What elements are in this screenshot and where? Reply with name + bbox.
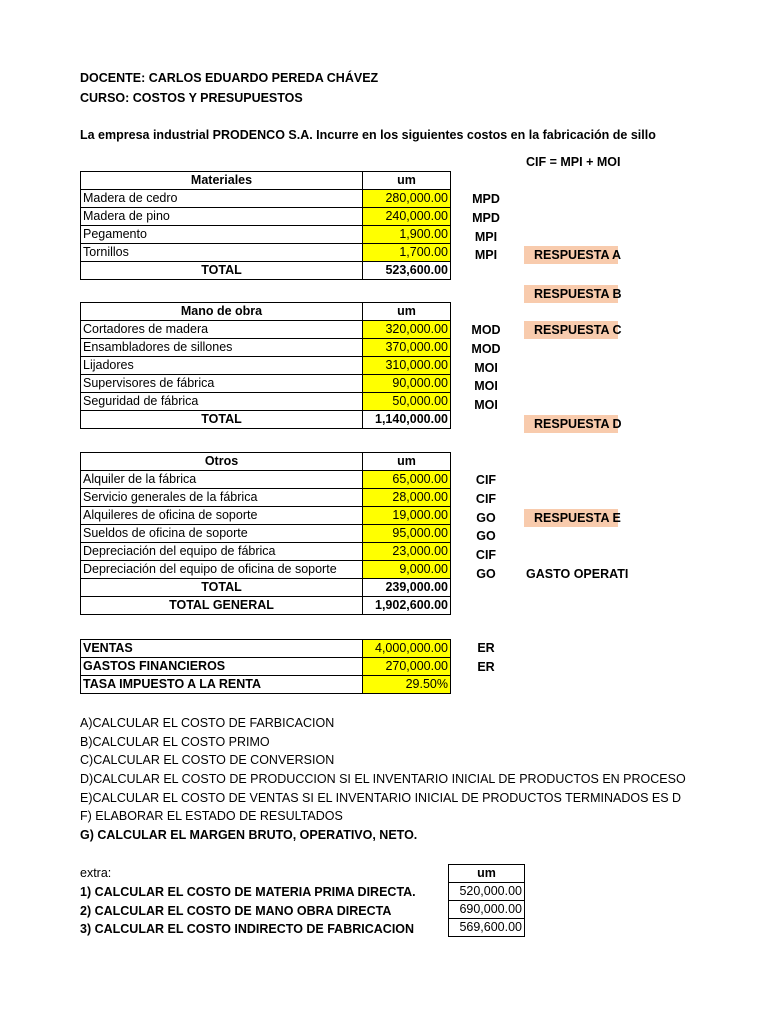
code-label: GO (476, 529, 496, 544)
question-a: A)CALCULAR EL COSTO DE FARBICACION (80, 716, 335, 730)
otros-codes (452, 471, 520, 584)
table-row (81, 489, 451, 507)
table-row (81, 640, 451, 658)
table-header-row (449, 865, 525, 883)
otros-table (80, 452, 451, 615)
table-row (81, 393, 451, 411)
respuesta-b-cell[interactable]: RESPUESTA B (524, 285, 618, 303)
code-label: MPD (472, 192, 500, 206)
respuesta-d-cell[interactable]: RESPUESTA D (524, 415, 618, 433)
total-row (81, 579, 451, 597)
ventas-table (80, 639, 451, 694)
question-b: B)CALCULAR EL COSTO PRIMO (80, 735, 270, 749)
materiales-codes (452, 190, 520, 265)
cif-formula: CIF = MPI + MOI (526, 155, 621, 169)
row-value[interactable]: 65,000.00 (363, 471, 451, 489)
extra-title: extra: (80, 866, 112, 880)
row-label: Ensambladores de sillones (81, 339, 363, 357)
code-label: GO (476, 566, 496, 581)
question-g: G) CALCULAR EL MARGEN BRUTO, OPERATIVO, NETO. (80, 828, 418, 842)
code-label: CIF (475, 491, 497, 506)
total-value[interactable]: 1,140,000.00 (363, 411, 451, 429)
code-label: ER (477, 659, 495, 674)
mano-obra-codes (452, 321, 520, 415)
row-label: GASTOS FINANCIEROS (81, 658, 363, 676)
total-label: TOTAL (81, 411, 363, 429)
extra-row-label: 3) CALCULAR EL COSTO INDIRECTO DE FABRICACION (80, 922, 415, 936)
row-label: Lijadores (81, 357, 363, 375)
row-value[interactable]: 1,900.00 (363, 226, 451, 244)
code-label: CIF (475, 548, 497, 563)
um-header: um (363, 453, 451, 471)
table-row (449, 883, 525, 901)
table-row (81, 208, 451, 226)
ventas-codes (452, 639, 520, 677)
total-label: TOTAL (81, 579, 363, 597)
materiales-header: Materiales (81, 172, 363, 190)
row-value[interactable]: 19,000.00 (363, 507, 451, 525)
table-header-row (81, 453, 451, 471)
table-row (81, 543, 451, 561)
total-general-value[interactable]: 1,902,600.00 (363, 597, 451, 615)
row-value[interactable]: 320,000.00 (363, 321, 451, 339)
mano-obra-table (80, 302, 451, 429)
extra-row-value[interactable]: 520,000.00 (449, 883, 525, 901)
code-label: MPI (474, 229, 498, 244)
row-value[interactable]: 370,000.00 (363, 339, 451, 357)
row-label: TASA IMPUESTO A LA RENTA (81, 676, 363, 694)
row-label: Cortadores de madera (81, 321, 363, 339)
table-row (81, 357, 451, 375)
question-e: E)CALCULAR EL COSTO DE VENTAS SI EL INVENTARIO INICIAL DE PRODUCTOS TERMINADOS ES D (80, 791, 682, 805)
extra-table (448, 864, 525, 937)
row-label: Alquiler de la fábrica (81, 471, 363, 489)
code-label: CIF (475, 473, 497, 487)
row-value[interactable]: 310,000.00 (363, 357, 451, 375)
table-header-row (81, 172, 451, 190)
code-label: MOI (474, 360, 498, 375)
row-label: Supervisores de fábrica (81, 375, 363, 393)
extra-row-value[interactable]: 690,000.00 (449, 901, 525, 919)
code-label: MOD (471, 323, 501, 337)
row-label: Depreciación del equipo de oficina de soporte (81, 561, 363, 579)
row-value[interactable]: 270,000.00 (363, 658, 451, 676)
table-row (81, 676, 451, 694)
materiales-table (80, 171, 451, 280)
respuesta-c-cell[interactable]: RESPUESTA C (524, 321, 618, 339)
row-value[interactable]: 50,000.00 (363, 393, 451, 411)
extra-row-label: 1) CALCULAR EL COSTO DE MATERIA PRIMA DIRECTA. (80, 885, 416, 899)
table-row (81, 507, 451, 525)
code-label: MOI (474, 398, 498, 413)
row-label: Madera de pino (81, 208, 363, 226)
table-row (81, 190, 451, 208)
code-label: GO (476, 510, 496, 525)
code-label: MPI (474, 248, 498, 263)
table-row (81, 244, 451, 262)
total-row (81, 262, 451, 280)
row-label: Depreciación del equipo de fábrica (81, 543, 363, 561)
table-row (81, 375, 451, 393)
total-general-row (81, 597, 451, 615)
question-d: D)CALCULAR EL COSTO DE PRODUCCION SI EL INVENTARIO INICIAL DE PRODUCTOS EN PROCESO (80, 772, 686, 786)
extra-row-value[interactable]: 569,600.00 (449, 919, 525, 937)
respuesta-a-cell[interactable]: RESPUESTA A (524, 246, 618, 264)
row-value[interactable]: 9,000.00 (363, 561, 451, 579)
docente-line: DOCENTE: CARLOS EDUARDO PEREDA CHÁVEZ (80, 71, 379, 85)
total-value[interactable]: 239,000.00 (363, 579, 451, 597)
table-row (81, 561, 451, 579)
um-header: um (363, 303, 451, 321)
row-value[interactable]: 280,000.00 (363, 190, 451, 208)
total-label: TOTAL (81, 262, 363, 280)
row-label: Sueldos de oficina de soporte (81, 525, 363, 543)
table-row (81, 471, 451, 489)
extra-row-label: 2) CALCULAR EL COSTO DE MANO OBRA DIRECTA (80, 904, 392, 918)
row-value[interactable]: 1,700.00 (363, 244, 451, 262)
intro-text: La empresa industrial PRODENCO S.A. Incurre en los siguientes costos en la fabricación de sillo (80, 128, 656, 142)
table-header-row (81, 303, 451, 321)
row-label: Seguridad de fábrica (81, 393, 363, 411)
question-f: F) ELABORAR EL ESTADO DE RESULTADOS (80, 809, 343, 823)
gasto-operativo-cell[interactable]: GASTO OPERATI (526, 567, 629, 581)
total-row (81, 411, 451, 429)
table-row (449, 901, 525, 919)
row-label: Alquileres de oficina de soporte (81, 507, 363, 525)
total-value[interactable]: 523,600.00 (363, 262, 451, 280)
table-row (81, 658, 451, 676)
table-row (81, 525, 451, 543)
row-label: Pegamento (81, 226, 363, 244)
code-label: MOI (474, 379, 498, 394)
um-header: um (449, 865, 525, 883)
code-label: MOD (471, 341, 501, 356)
code-label: ER (477, 641, 495, 655)
row-value[interactable]: 90,000.00 (363, 375, 451, 393)
code-label: MPD (472, 210, 500, 225)
total-general-label: TOTAL GENERAL (81, 597, 363, 615)
table-row (81, 226, 451, 244)
question-c: C)CALCULAR EL COSTO DE CONVERSION (80, 753, 335, 767)
mano-obra-header: Mano de obra (81, 303, 363, 321)
otros-header: Otros (81, 453, 363, 471)
row-value[interactable]: 240,000.00 (363, 208, 451, 226)
row-value[interactable]: 29.50% (363, 676, 451, 694)
row-label: Madera de cedro (81, 190, 363, 208)
row-label: VENTAS (81, 640, 363, 658)
um-header: um (363, 172, 451, 190)
table-row (449, 919, 525, 937)
row-value[interactable]: 23,000.00 (363, 543, 451, 561)
row-label: Servicio generales de la fábrica (81, 489, 363, 507)
table-row (81, 321, 451, 339)
row-value[interactable]: 28,000.00 (363, 489, 451, 507)
row-value[interactable]: 95,000.00 (363, 525, 451, 543)
curso-line: CURSO: COSTOS Y PRESUPUESTOS (80, 91, 303, 105)
table-row (81, 339, 451, 357)
row-label: Tornillos (81, 244, 363, 262)
row-value[interactable]: 4,000,000.00 (363, 640, 451, 658)
respuesta-e-cell[interactable]: RESPUESTA E (524, 509, 618, 527)
